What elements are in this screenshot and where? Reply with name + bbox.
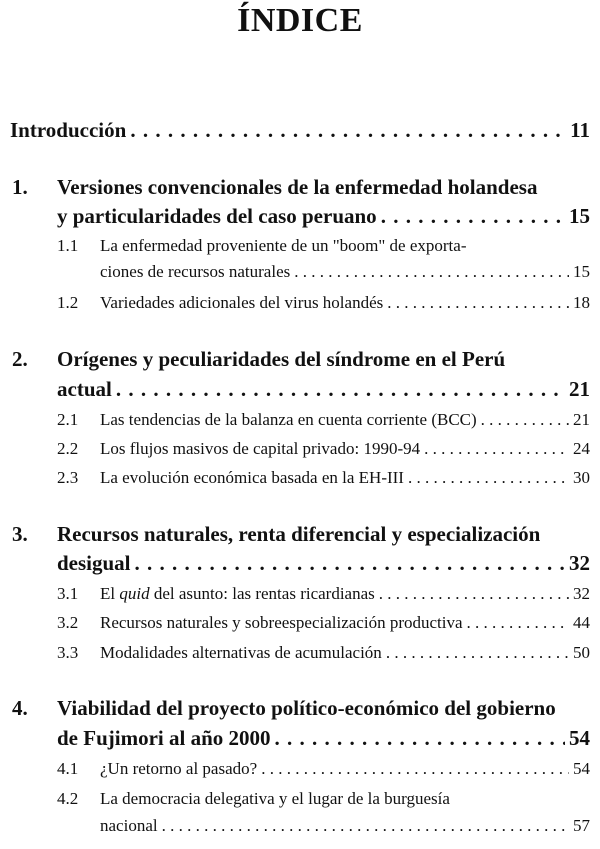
- dot-leader: [135, 551, 565, 576]
- chapter-title-line: desigual: [57, 551, 131, 575]
- page-number: 57: [573, 816, 590, 835]
- page-number: 21: [569, 377, 590, 401]
- page-number: 44: [573, 613, 590, 632]
- dot-leader: [387, 293, 569, 313]
- toc-entry-chapter-4[interactable]: [57, 726, 590, 751]
- toc-entry-section-1-1[interactable]: [100, 262, 590, 282]
- section-number: 1.2: [57, 293, 79, 312]
- section-title-line[interactable]: La enfermedad proveniente de un "boom" de exporta-: [100, 236, 467, 255]
- dot-leader: [381, 204, 565, 229]
- chapter-number: 2.: [12, 347, 28, 371]
- section-number: 4.2: [57, 789, 79, 808]
- page-number: 50: [573, 643, 590, 662]
- section-title-text: El: [100, 584, 120, 603]
- dot-leader: [294, 262, 569, 282]
- chapter-title-line: de Fujimori al año 2000: [57, 726, 271, 750]
- section-number: 3.3: [57, 643, 79, 662]
- page-number: 54: [573, 759, 590, 778]
- page-number: 54: [569, 726, 590, 750]
- dot-leader: [261, 759, 569, 779]
- dot-leader: [162, 816, 569, 836]
- section-title-line: Los flujos masivos de capital privado: 1990-94: [100, 439, 421, 458]
- section-title-line: Recursos naturales y sobreespecialización productiva: [100, 613, 463, 632]
- dot-leader: [379, 584, 569, 604]
- toc-entry-section-2-3[interactable]: [100, 468, 590, 488]
- page-number: 30: [573, 468, 590, 487]
- toc-entry-section-3-2[interactable]: [100, 613, 590, 633]
- chapter-title-line: actual: [57, 377, 112, 401]
- page-number: 24: [573, 439, 590, 458]
- toc-entry-section-1-2[interactable]: [100, 293, 590, 313]
- toc-entry-label: Introducción: [10, 118, 127, 142]
- section-title-line: ciones de recursos naturales: [100, 262, 291, 281]
- dot-leader: [481, 410, 569, 430]
- page-number: 32: [573, 584, 590, 603]
- toc-entry-section-2-2[interactable]: [100, 439, 590, 459]
- toc-entry-chapter-3[interactable]: [57, 551, 590, 576]
- toc-entry-section-2-1[interactable]: [100, 410, 590, 430]
- section-number: 1.1: [57, 236, 79, 255]
- page-number: 15: [573, 262, 590, 281]
- section-title-line: La evolución económica basada en la EH-III: [100, 468, 404, 487]
- toc-entry-section-4-2[interactable]: [100, 816, 590, 836]
- page-number: 21: [573, 410, 590, 429]
- page-number: 18: [573, 293, 590, 312]
- chapter-title-line[interactable]: Orígenes y peculiaridades del síndrome en el Perú: [57, 347, 506, 371]
- page-number: 15: [569, 204, 590, 228]
- dot-leader: [386, 643, 569, 663]
- dot-leader: [467, 613, 569, 633]
- section-number: 4.1: [57, 759, 79, 778]
- chapter-title-line[interactable]: Versiones convencionales de la enfermedad holandesa: [57, 175, 538, 199]
- chapter-number: 1.: [12, 175, 28, 199]
- section-number: 3.2: [57, 613, 79, 632]
- dot-leader: [116, 377, 565, 402]
- chapter-title-line: y particularidades del caso peruano: [57, 204, 377, 228]
- section-title-line: [100, 584, 375, 604]
- section-number: 3.1: [57, 584, 79, 603]
- section-title-line[interactable]: La democracia delegativa y el lugar de la burguesía: [100, 789, 450, 808]
- chapter-title-line[interactable]: Viabilidad del proyecto político-económico del gobierno: [57, 696, 556, 720]
- chapter-number: 4.: [12, 696, 28, 720]
- chapter-number: 3.: [12, 522, 28, 546]
- toc-entry-section-4-1[interactable]: [100, 759, 590, 779]
- section-number: 2.1: [57, 410, 79, 429]
- toc-entry-chapter-1[interactable]: [57, 204, 590, 229]
- section-title-line: Variedades adicionales del virus holandés: [100, 293, 384, 312]
- page-number: 11: [570, 118, 590, 142]
- page-number: 32: [569, 551, 590, 575]
- toc-entry-section-3-1[interactable]: [100, 584, 590, 604]
- section-title-line: ¿Un retorno al pasado?: [100, 759, 258, 778]
- section-title-line: nacional: [100, 816, 158, 835]
- toc-entry-intro[interactable]: [10, 118, 590, 143]
- dot-leader: [424, 439, 569, 459]
- toc-entry-section-3-3[interactable]: [100, 643, 590, 663]
- section-title-text: del asunto: las rentas ricardianas: [149, 584, 375, 603]
- section-number: 2.2: [57, 439, 79, 458]
- page-title: ÍNDICE: [237, 2, 363, 39]
- dot-leader: [130, 118, 566, 143]
- section-title-line: Modalidades alternativas de acumulación: [100, 643, 382, 662]
- section-title-line: Las tendencias de la balanza en cuenta corriente (BCC): [100, 410, 477, 429]
- dot-leader: [408, 468, 569, 488]
- toc-entry-chapter-2[interactable]: [57, 377, 590, 402]
- chapter-title-line[interactable]: Recursos naturales, renta diferencial y especialización: [57, 522, 541, 546]
- section-title-emphasis: quid: [119, 584, 150, 603]
- dot-leader: [275, 726, 566, 751]
- section-number: 2.3: [57, 468, 79, 487]
